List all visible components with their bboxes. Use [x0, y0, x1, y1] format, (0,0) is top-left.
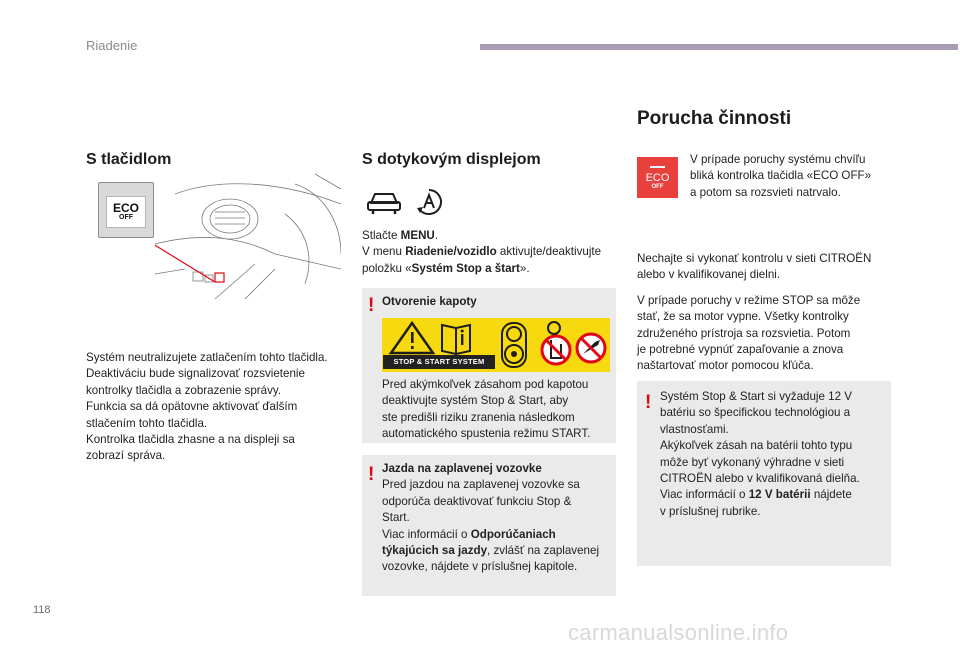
dashboard-illustration — [155, 174, 341, 300]
text-line: alebo v kvalifikovanej dielni. — [637, 268, 781, 282]
warning-mark: ! — [368, 295, 375, 316]
fan-belt-icon — [502, 323, 526, 367]
hood-warning-text — [382, 377, 612, 443]
text-run: Viac informácií o — [660, 488, 749, 502]
text-line: stlačením tohto tlačidla. — [86, 416, 208, 430]
text-line: CITROËN alebo v kvalifikovaná dielňa. — [660, 472, 860, 486]
manual-book-icon — [442, 325, 470, 354]
hood-warning-title — [382, 294, 477, 310]
text-line: Systém Stop & Start si vyžaduje 12 V — [660, 390, 853, 403]
text-line: Systém neutralizujete zatlačením tohto tlačidla. — [86, 351, 328, 364]
text-line: V prípade poruchy v režime STOP sa môže — [637, 293, 861, 307]
section-title-malfunction: Porucha činnosti — [637, 108, 792, 129]
lamp-bar — [650, 166, 665, 168]
text-line: Nechajte si vykonať kontrolu v sieti CITROËN — [637, 252, 872, 265]
text-run: aktivujte/deaktivujte — [496, 245, 602, 259]
malfunction-text — [637, 251, 897, 384]
menu-item-name: Systém Stop a štart — [411, 261, 520, 275]
text-run: V menu — [362, 245, 406, 259]
header-accent-bar — [480, 44, 958, 50]
text-run: , zvlášť na zaplavenej — [487, 544, 600, 558]
text-line: a potom sa rozsvieti natrvalo. — [690, 185, 841, 199]
text-line: Pred akýmkoľvek zásahom pod kapotou — [382, 378, 589, 391]
text-line: zobrazí správa. — [86, 449, 166, 463]
text-line: môže byť vykonaný výhradne v sieti — [660, 455, 845, 469]
reference-title: Odporúčaniach — [470, 527, 556, 541]
text-line: združeného prístroja sa rozsvietia. Potom — [637, 326, 851, 340]
flood-warning-text — [382, 461, 614, 576]
eco-label: ECO — [645, 172, 670, 184]
text-line: Kontrolka tlačidla zhasne a na displeji sa — [86, 433, 295, 447]
off-label: OFF — [651, 184, 664, 190]
warning-mark: ! — [645, 392, 652, 413]
text-line: je potrebné vypnúť zapaľovanie a znova — [637, 343, 844, 357]
no-hand-icon — [542, 322, 570, 364]
text-line: batériu so špecifickou technológiou a — [660, 406, 851, 420]
no-tool-icon — [577, 334, 605, 362]
touchscreen-instructions — [362, 228, 617, 277]
text-line: kontrolky tlačidla a zobrazenie správy. — [86, 383, 282, 397]
text-line: v príslušnej rubrike. — [660, 504, 761, 518]
page-number: 118 — [33, 604, 51, 616]
text-line: Pred jazdou na zaplavenej vozovke sa — [382, 478, 580, 492]
text-line: odporúča deaktivovať funkciu Stop & — [382, 494, 572, 508]
text-run: položku « — [362, 261, 412, 275]
eco-off-button-illustration — [98, 182, 154, 238]
text-run: Viac informácií o — [382, 527, 471, 541]
battery-warning-text — [660, 389, 888, 520]
eco-label: ECO — [112, 201, 139, 215]
text-line: stať, že sa motor vypne. Všetky kontrolky — [637, 310, 849, 324]
warning-mark: ! — [368, 464, 375, 485]
hood-title-text: Otvorenie kapoty — [382, 295, 477, 308]
driving-aid-icon — [415, 188, 443, 216]
text-line: naštartovať motor pomocou kľúča. — [637, 359, 814, 373]
menu-label: MENU — [400, 229, 435, 242]
section-title-touchscreen: S dotykovým displejom — [362, 151, 541, 168]
section-header: Riadenie — [86, 38, 138, 53]
text-run: nájdete — [810, 488, 852, 502]
eco-lamp-description — [690, 152, 890, 201]
text-line: vozovke, nájdete v príslušnej kapitole. — [382, 560, 578, 574]
menu-path: Riadenie/vozidlo — [405, 245, 497, 259]
watermark: carmanualsonline.info — [568, 620, 789, 645]
text-line: Funkcia sa dá opätovne aktivovať ďalším — [86, 400, 298, 414]
flood-title: Jazda na zaplavenej vozovke — [382, 462, 542, 475]
text-line: ste predišli riziku zranenia následkom — [382, 410, 575, 424]
text-line: automatického spustenia režimu START. — [382, 427, 591, 441]
stop-start-system-label: STOP & START SYSTEM — [383, 355, 495, 369]
paragraph — [637, 251, 897, 284]
text-line: vlastnosťami. — [660, 422, 729, 436]
car-icon — [366, 189, 402, 215]
eco-off-button-face — [106, 196, 146, 228]
text-line: Akýkoľvek zásah na batérii tohto typu — [660, 439, 853, 453]
reference-title: 12 V batérii — [748, 488, 811, 502]
text-run: . — [434, 229, 439, 242]
text-run: Stlačte — [362, 229, 401, 242]
text-line: deaktivujte systém Stop & Start, aby — [382, 394, 569, 408]
off-label: OFF — [119, 214, 133, 221]
text-run: ». — [519, 261, 530, 275]
text-line: Start. — [382, 511, 410, 525]
section-title-button: S tlačidlom — [86, 151, 172, 168]
reference-title: týkajúcich sa jazdy — [382, 544, 488, 558]
text-line: Deaktiváciu bude signalizovať rozsvietenie — [86, 367, 305, 381]
text-line: bliká kontrolka tlačidla «ECO OFF» — [690, 169, 872, 183]
paragraph — [637, 293, 897, 375]
button-instructions — [86, 350, 351, 465]
text-line: V prípade poruchy systému chvíľu — [690, 153, 866, 166]
eco-off-warning-lamp — [637, 157, 678, 198]
